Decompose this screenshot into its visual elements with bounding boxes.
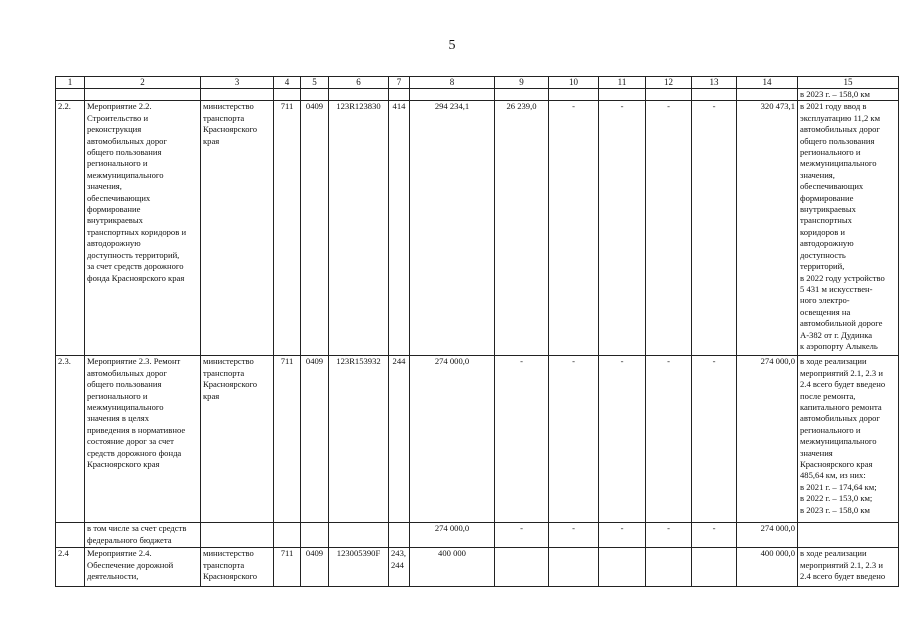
col-header: 1 <box>56 77 85 89</box>
amount-col10: - <box>549 101 599 356</box>
amount-2022 <box>495 548 549 587</box>
amount-col13: - <box>692 356 737 523</box>
col-header: 12 <box>646 77 692 89</box>
amount-col10: - <box>549 523 599 548</box>
amount-col13: - <box>692 523 737 548</box>
amount-2021: 274 000,0 <box>410 356 495 523</box>
table-row <box>56 356 899 523</box>
grbs-code: 711 <box>274 356 301 523</box>
col-header: 10 <box>549 77 599 89</box>
col-header: 4 <box>274 77 301 89</box>
page-number: 5 <box>448 38 456 53</box>
rzpr-code: 0409 <box>301 548 329 587</box>
table-row <box>56 101 899 356</box>
col-header: 3 <box>201 77 274 89</box>
measure-name: в том числе за счет средств федерального бюджета <box>85 523 201 548</box>
measure-name: Мероприятие 2.2. Строительство и реконструкция автомобильных дорог общего пользования регионального и межмуниципального значения, обеспечивающих формирование внутрикраевых транспортных коридоров и автодорожную доступность территорий, за счет средств дорожного фонда Красноярского края <box>85 101 201 356</box>
amount-2022: - <box>495 356 549 523</box>
amount-col10 <box>549 548 599 587</box>
col-header: 8 <box>410 77 495 89</box>
amount-col11: - <box>599 101 646 356</box>
executor: министерство транспорта Красноярского края <box>201 101 274 356</box>
measure-name: Мероприятие 2.3. Ремонт автомобильных дорог общего пользования регионального и межмуниципального значения в целях приведения в нормативное состояние дорог за счет средств дорожного фонда Красноярского края <box>85 356 201 523</box>
expected-result: в 2021 году ввод в эксплуатацию 11,2 км автомобильных дорог общего пользования регионального и межмуниципального значения, обеспечивающих формирование внутрикраевых транспортных коридоров и автодорожную доступность территорий, в 2022 году устройство 5 431 м искусствен- ного электро- освещения на автомобильной дороге А-382 от г. Дудинка к аэропорту Алыкель <box>798 101 899 356</box>
row-number: 2.4 <box>56 548 85 587</box>
col-header: 14 <box>737 77 798 89</box>
expected-result: в ходе реализации мероприятий 2.1, 2.3 и 2.4 всего будет введено <box>798 548 899 587</box>
expected-result: в ходе реализации мероприятий 2.1, 2.3 и 2.4 всего будет введено после ремонта, капитального ремонта автомобильных дорог регионального и межмуниципального значения Красноярского края 485,64 км, из них: в 2021 г. – 174,64 км; в 2022 г. – 153,0 км; в 2023 г. – 158,0 км <box>798 356 899 523</box>
vr-code: 414 <box>389 101 410 356</box>
amount-2021: 274 000,0 <box>410 523 495 548</box>
amount-total: 320 473,1 <box>737 101 798 356</box>
amount-total: 274 000,0 <box>737 356 798 523</box>
amount-col12: - <box>646 356 692 523</box>
column-number-row <box>56 77 899 89</box>
amount-2022: 26 239,0 <box>495 101 549 356</box>
col-header: 6 <box>329 77 389 89</box>
table-row <box>56 523 899 548</box>
csr-code: 123005390F <box>329 548 389 587</box>
amount-col10: - <box>549 356 599 523</box>
col-header: 2 <box>85 77 201 89</box>
amount-col13: - <box>692 101 737 356</box>
grbs-code: 711 <box>274 101 301 356</box>
amount-col12 <box>646 548 692 587</box>
amount-2022: - <box>495 523 549 548</box>
col-header: 13 <box>692 77 737 89</box>
rzpr-code: 0409 <box>301 101 329 356</box>
grbs-code: 711 <box>274 548 301 587</box>
amount-col11: - <box>599 356 646 523</box>
col-header: 5 <box>301 77 329 89</box>
measure-name: Мероприятие 2.4. Обеспечение дорожной деятельности, <box>85 548 201 587</box>
amount-col11 <box>599 548 646 587</box>
rzpr-code: 0409 <box>301 356 329 523</box>
amount-total: 274 000,0 <box>737 523 798 548</box>
carry-over-row <box>56 89 899 101</box>
vr-code: 244 <box>389 356 410 523</box>
table-row <box>56 548 899 587</box>
row-number: 2.2. <box>56 101 85 356</box>
col-header: 9 <box>495 77 549 89</box>
executor: министерство транспорта Красноярского <box>201 548 274 587</box>
amount-col13 <box>692 548 737 587</box>
amount-2021: 294 234,1 <box>410 101 495 356</box>
amount-2021: 400 000 <box>410 548 495 587</box>
col-header: 15 <box>798 77 899 89</box>
amount-total: 400 000,0 <box>737 548 798 587</box>
amount-col11: - <box>599 523 646 548</box>
csr-code: 123R153932 <box>329 356 389 523</box>
carry-over-text: в 2023 г. – 158,0 км <box>798 89 899 101</box>
row-number: 2.3. <box>56 356 85 523</box>
amount-col12: - <box>646 101 692 356</box>
vr-code: 243, 244 <box>389 548 410 587</box>
csr-code: 123R123830 <box>329 101 389 356</box>
program-table <box>55 76 899 587</box>
executor: министерство транспорта Красноярского края <box>201 356 274 523</box>
amount-col12: - <box>646 523 692 548</box>
col-header: 11 <box>599 77 646 89</box>
col-header: 7 <box>389 77 410 89</box>
